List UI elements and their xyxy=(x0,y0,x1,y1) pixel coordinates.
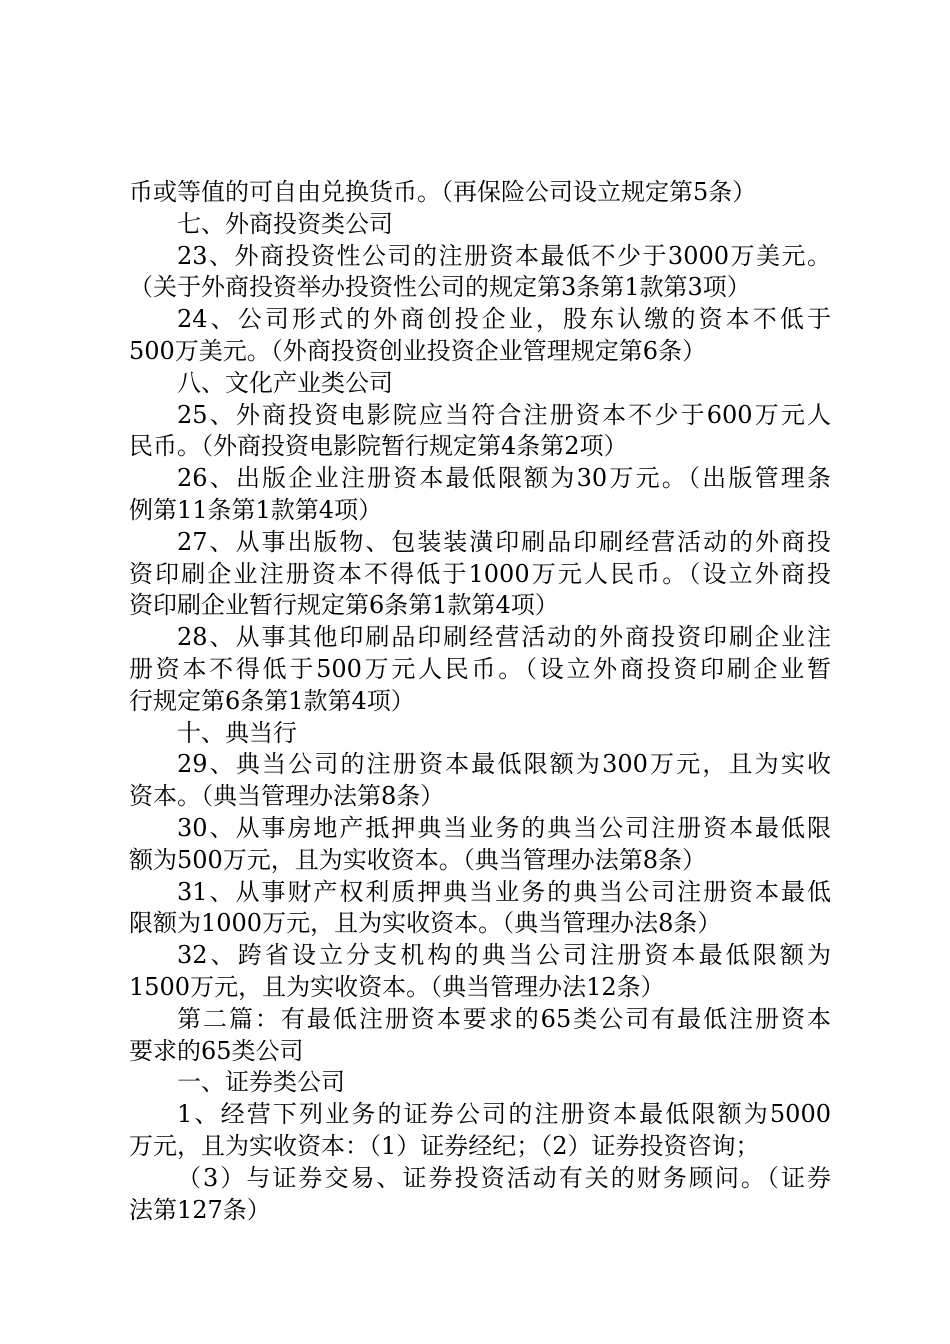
text-line: 30、从事房地产抵押典当业务的典当公司注册资本最低限 xyxy=(177,813,831,842)
text-line: 法第127条） xyxy=(129,1195,271,1224)
text-line: 资印刷企业暂行规定第6条第1款第4项） xyxy=(129,591,559,620)
text-line: 限额为1000万元，且为实收资本。（典当管理办法8条） xyxy=(129,909,722,938)
text-line: 民币。（外商投资电影院暂行规定第4条第2项） xyxy=(129,432,628,461)
text-line: 29、典当公司的注册资本最低限额为300万元，且为实收 xyxy=(177,750,831,779)
text-line: 25、外商投资电影院应当符合注册资本不少于600万元人 xyxy=(177,400,831,429)
text-line: 32、跨省设立分支机构的典当公司注册资本最低限额为 xyxy=(177,941,831,970)
text-line: 八、文化产业类公司 xyxy=(177,368,393,397)
text-line: 七、外商投资类公司 xyxy=(177,209,393,238)
text-line: 1、经营下列业务的证券公司的注册资本最低限额为5000 xyxy=(177,1100,831,1129)
text-line: 26、出版企业注册资本最低限额为30万元。（出版管理条 xyxy=(177,464,831,493)
text-line: 例第11条第1款第4项） xyxy=(129,495,383,524)
text-line: 28、从事其他印刷品印刷经营活动的外商投资印刷企业注 xyxy=(177,623,831,652)
text-line: 行规定第6条第1款第4项） xyxy=(129,686,415,715)
text-line: 第二篇：有最低注册资本要求的65类公司有最低注册资本 xyxy=(177,1004,831,1033)
text-line: 资印刷企业注册资本不得低于1000万元人民币。（设立外商投 xyxy=(129,559,831,588)
text-line: 一、证券类公司 xyxy=(177,1068,345,1097)
text-line: 27、从事出版物、包装装潢印刷品印刷经营活动的外商投 xyxy=(177,527,831,556)
text-line: （关于外商投资举办投资性公司的规定第3条第1款第3项） xyxy=(129,273,751,302)
text-line: 资本。（典当管理办法第8条） xyxy=(129,782,445,811)
text-line: 23、外商投资性公司的注册资本最低不少于3000万美元。 xyxy=(177,241,831,270)
text-line: 万元，且为实收资本：（1）证券经纪；（2）证券投资咨询； xyxy=(129,1131,760,1160)
text-line: （3）与证券交易、证券投资活动有关的财务顾问。（证券 xyxy=(177,1163,831,1192)
text-line: 额为500万元，且为实收资本。（典当管理办法第8条） xyxy=(129,845,707,874)
text-line: 24、公司形式的外商创投企业，股东认缴的资本不低于 xyxy=(177,305,831,334)
text-line: 币或等值的可自由兑换货币。（再保险公司设立规定第5条） xyxy=(129,178,757,206)
text-line: 要求的65类公司 xyxy=(129,1036,304,1065)
text-line: 十、典当行 xyxy=(177,718,297,747)
text-line: 1500万元，且为实收资本。（典当管理办法12条） xyxy=(129,972,665,1001)
text-line: 31、从事财产权利质押典当业务的典当公司注册资本最低 xyxy=(177,877,831,906)
text-line: 500万美元。（外商投资创业投资企业管理规定第6条） xyxy=(129,336,707,365)
text-line: 册资本不得低于500万元人民币。（设立外商投资印刷企业暂 xyxy=(129,654,831,683)
document-body xyxy=(129,177,831,1226)
